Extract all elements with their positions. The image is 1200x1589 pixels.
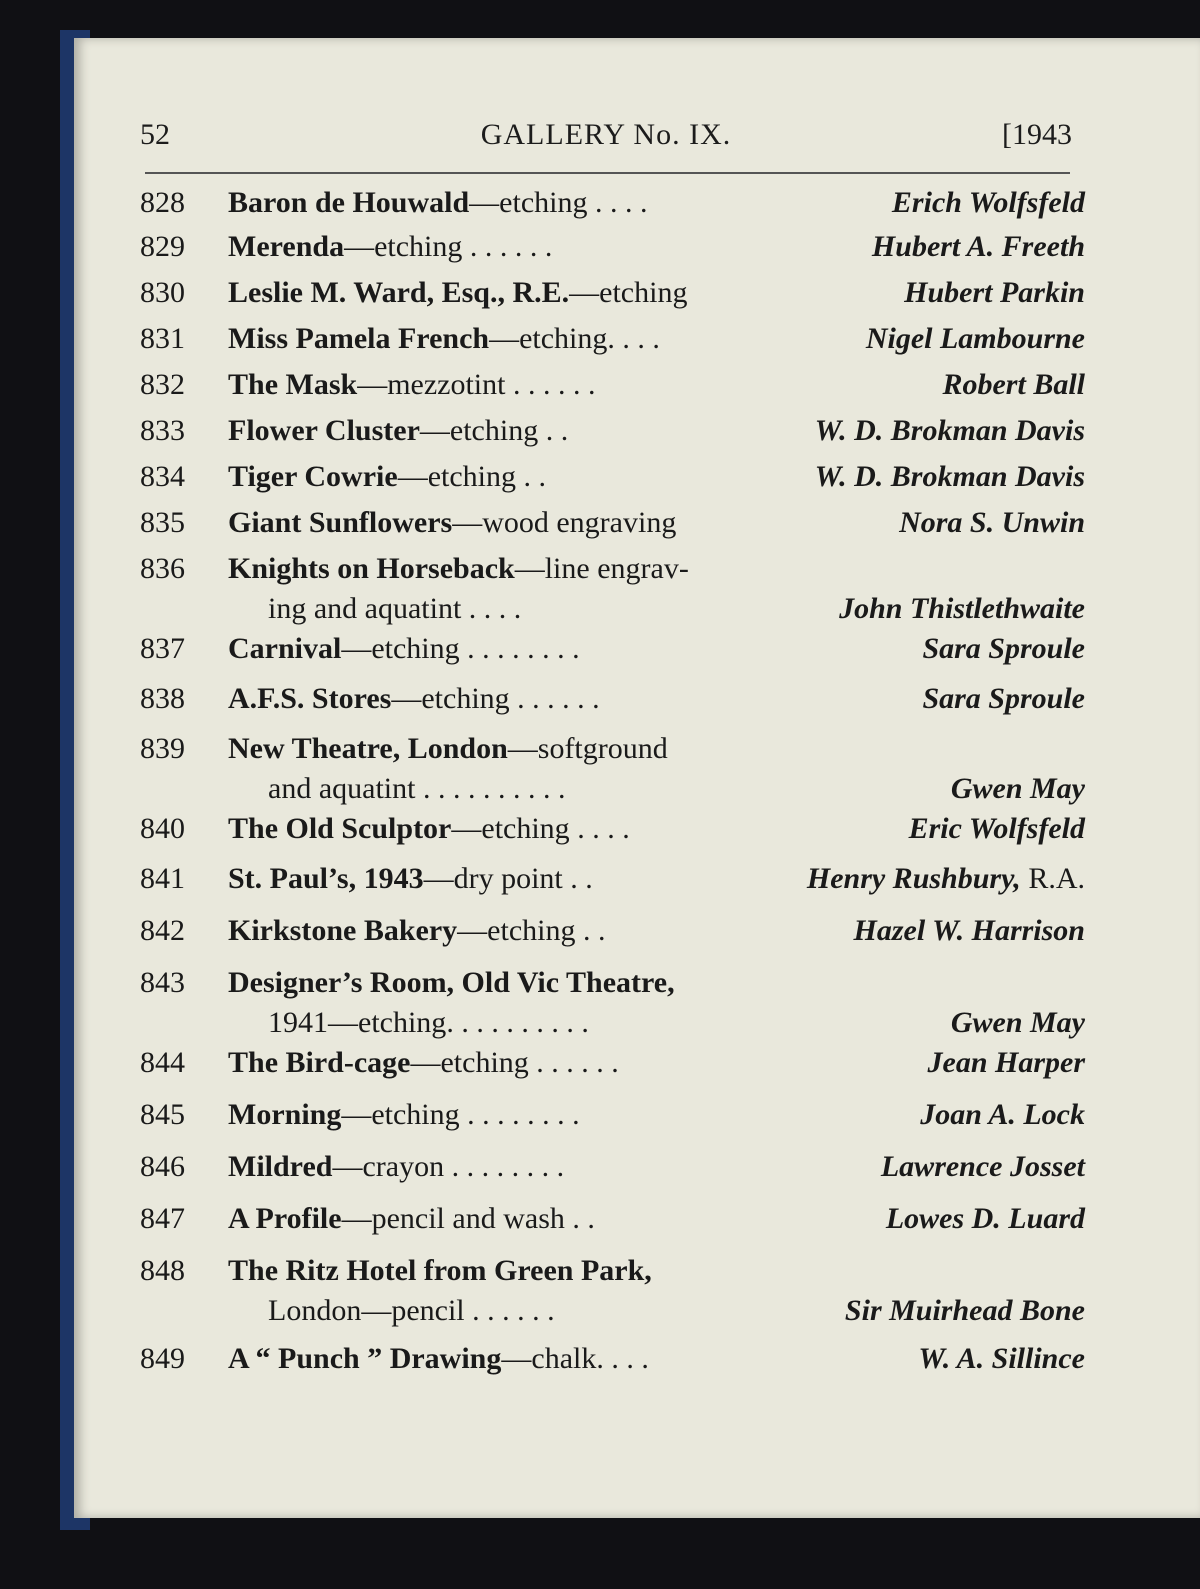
catalogue-entry — [140, 318, 1085, 364]
work-medium: —etching — [344, 230, 463, 263]
artist-text: John Thistlethwaite — [839, 592, 1085, 625]
catalogue-entry — [140, 728, 1085, 808]
artist-name — [881, 1150, 1085, 1184]
catalogue-number: 844 — [140, 1046, 185, 1079]
continuation-text: London—pencil — [268, 1294, 465, 1327]
artist-name — [854, 914, 1085, 948]
work-medium: —etching — [419, 414, 539, 447]
leader-dots: . . . . . . — [528, 1046, 619, 1079]
catalogue-entry — [140, 364, 1085, 410]
artist-text: Sara Sproule — [922, 632, 1085, 665]
catalogue-entry — [140, 910, 1085, 962]
artist-name — [866, 322, 1085, 356]
leader-dots: . . . . — [607, 322, 660, 355]
work-title: A.F.S. Stores — [228, 682, 392, 715]
work-title: Kirkstone Bakery — [228, 914, 458, 947]
catalogue-entry — [140, 1146, 1085, 1198]
catalogue-number: 828 — [140, 186, 185, 219]
catalogue-entry — [140, 226, 1085, 272]
work-title: Mildred — [228, 1150, 333, 1183]
catalogue-entry — [140, 502, 1085, 548]
entry-continuation — [268, 1006, 589, 1040]
artist-text: W. D. Brokman Davis — [814, 414, 1085, 447]
catalogue-entry — [140, 628, 1085, 678]
catalogue-entries — [140, 182, 1085, 1388]
artist-text: Hubert Parkin — [904, 276, 1085, 309]
artist-text: Jean Harper — [927, 1046, 1085, 1079]
catalogue-number: 834 — [140, 460, 185, 493]
entry-description — [228, 966, 675, 1000]
entry-description — [228, 230, 552, 264]
catalogue-entry — [140, 410, 1085, 456]
artist-name — [918, 1342, 1085, 1376]
work-medium: —crayon — [332, 1150, 445, 1183]
catalogue-number: 847 — [140, 1202, 185, 1235]
catalogue-number: 829 — [140, 230, 185, 263]
leader-dots: . . — [564, 1202, 595, 1235]
leader-dots: . . . . — [461, 592, 522, 625]
work-medium: —etching — [410, 1046, 529, 1079]
leader-dots: . . . . . . — [505, 368, 596, 401]
work-title: Morning — [228, 1098, 342, 1131]
work-title: Carnival — [228, 632, 342, 665]
artist-text: Hubert A. Freeth — [871, 230, 1085, 263]
catalogue-number: 830 — [140, 276, 185, 309]
catalogue-number: 836 — [140, 552, 185, 585]
work-medium: —dry point — [423, 862, 563, 895]
catalogue-entry — [140, 1250, 1085, 1338]
entry-description — [228, 632, 580, 666]
catalogue-entry — [140, 548, 1085, 628]
artist-name — [904, 276, 1085, 310]
work-medium: —softground — [507, 732, 668, 765]
leader-dots: . . . . . . . . . . — [415, 772, 566, 805]
artist-name — [922, 682, 1085, 716]
entry-description — [228, 276, 687, 310]
work-medium: —mezzotint — [357, 368, 506, 401]
catalogue-entry — [140, 962, 1085, 1042]
artist-text: Gwen May — [950, 1006, 1085, 1039]
catalogue-entry — [140, 1042, 1085, 1094]
leader-dots: . . . . . . — [464, 1294, 555, 1327]
work-title: Giant Sunflowers — [228, 506, 453, 539]
catalogue-year: [1943 — [1002, 118, 1072, 151]
leader-dots: . . . . . . . . . . — [446, 1006, 589, 1039]
artist-name — [839, 592, 1085, 626]
leader-dots: . . . . . . . . — [459, 1098, 580, 1131]
page-number: 52 — [140, 118, 170, 151]
entry-description — [228, 1098, 580, 1132]
artist-name — [892, 186, 1085, 220]
leader-dots: . . . . . . . . — [459, 632, 580, 665]
work-medium: —wood engraving — [452, 506, 677, 539]
artist-name — [899, 506, 1085, 540]
leader-dots: . . . . — [569, 812, 630, 845]
catalogue-number: 833 — [140, 414, 185, 447]
entry-description — [228, 552, 689, 586]
leader-dots: . . — [562, 862, 593, 895]
work-title: Baron de Houwald — [228, 186, 470, 219]
entry-description — [228, 506, 676, 540]
entry-description — [228, 682, 600, 716]
entry-description — [228, 1342, 649, 1376]
leader-dots: . . — [538, 414, 569, 447]
entry-description — [228, 914, 605, 948]
work-title: Tiger Cowrie — [228, 460, 398, 493]
work-medium: —etching — [341, 1098, 460, 1131]
work-title: Knights on Horseback — [228, 552, 515, 585]
catalogue-number: 842 — [140, 914, 185, 947]
entry-continuation — [268, 772, 565, 806]
work-title: Merenda — [228, 230, 345, 263]
work-title: Designer’s Room, Old Vic Theatre, — [228, 966, 675, 999]
catalogue-number: 845 — [140, 1098, 185, 1131]
entry-description — [228, 186, 647, 220]
catalogue-entry — [140, 456, 1085, 502]
work-title: The Bird-cage — [228, 1046, 411, 1079]
artist-name — [807, 862, 1085, 896]
continuation-text: 1941—etching — [268, 1006, 447, 1039]
artist-name — [951, 772, 1085, 806]
work-title: The Old Sculptor — [228, 812, 452, 845]
leader-dots: . . . . — [587, 186, 648, 219]
catalogue-number: 840 — [140, 812, 185, 845]
leader-dots: . . — [575, 914, 606, 947]
work-medium: —etching — [469, 186, 588, 219]
leader-dots: . . . . . . — [509, 682, 600, 715]
work-title: A Profile — [228, 1202, 342, 1235]
artist-name — [920, 1098, 1085, 1132]
catalogue-entry — [140, 1338, 1085, 1388]
catalogue-entry — [140, 272, 1085, 318]
artist-name — [872, 230, 1085, 264]
work-medium: —line engrav- — [514, 552, 689, 585]
artist-text: Erich Wolfsfeld — [891, 186, 1085, 219]
work-medium: —pencil and wash — [341, 1202, 565, 1235]
work-medium: —chalk — [501, 1342, 597, 1375]
artist-name — [909, 812, 1085, 846]
artist-text: W. D. Brokman Davis — [814, 460, 1085, 493]
catalogue-entry — [140, 1198, 1085, 1250]
artist-name — [815, 460, 1085, 494]
catalogue-number: 838 — [140, 682, 185, 715]
artist-text: Lawrence Josset — [880, 1150, 1085, 1183]
artist-honours: R.A. — [1020, 862, 1085, 895]
artist-text: Sara Sproule — [922, 682, 1085, 715]
catalogue-entry — [140, 678, 1085, 728]
gallery-title: GALLERY No. IX. — [480, 118, 732, 151]
entry-description — [228, 414, 568, 448]
continuation-text: and aquatint — [268, 772, 416, 805]
artist-name — [922, 632, 1085, 666]
work-title: New Theatre, London — [228, 732, 508, 765]
artist-text: Hazel W. Harrison — [853, 914, 1085, 947]
header-rule — [145, 172, 1070, 174]
entry-description — [228, 368, 595, 402]
work-medium: —etching — [397, 460, 516, 493]
artist-text: Lowes D. Luard — [885, 1202, 1085, 1235]
catalogue-entry — [140, 808, 1085, 858]
leader-dots: . . . . . . — [462, 230, 553, 263]
catalogue-entry — [140, 182, 1085, 226]
artist-text: Nora S. Unwin — [899, 506, 1085, 539]
work-medium: —etching — [457, 914, 576, 947]
catalogue-number: 839 — [140, 732, 185, 765]
work-title: St. Paul’s, 1943 — [228, 862, 424, 895]
artist-text: Joan A. Lock — [920, 1098, 1085, 1131]
artist-text: Nigel Lambourne — [865, 322, 1085, 355]
artist-text: Gwen May — [950, 772, 1085, 805]
artist-name — [928, 1046, 1086, 1080]
entry-description — [228, 1046, 619, 1080]
artist-name — [942, 368, 1085, 402]
entry-continuation — [268, 1294, 555, 1328]
page-header — [140, 118, 1072, 162]
work-title: Flower Cluster — [228, 414, 420, 447]
entry-description — [228, 862, 593, 896]
artist-name — [845, 1294, 1085, 1328]
catalogue-number: 848 — [140, 1254, 185, 1287]
work-medium: —etching — [569, 276, 688, 309]
work-medium: —etching — [451, 812, 570, 845]
work-title: The Mask — [228, 368, 358, 401]
continuation-text: ing and aquatint — [268, 592, 462, 625]
entry-description — [228, 732, 668, 766]
artist-name — [886, 1202, 1085, 1236]
catalogue-entry — [140, 858, 1085, 910]
catalogue-number: 835 — [140, 506, 185, 539]
work-title: Leslie M. Ward, Esq., R.E. — [228, 276, 570, 309]
work-medium: —etching — [391, 682, 510, 715]
entry-description — [228, 322, 660, 356]
entry-description — [228, 1202, 595, 1236]
entry-description — [228, 1150, 564, 1184]
leader-dots: . . — [516, 460, 546, 493]
catalogue-entry — [140, 1094, 1085, 1146]
catalogue-number: 832 — [140, 368, 185, 401]
artist-text: Sir Muirhead Bone — [844, 1294, 1085, 1327]
artist-text: Henry Rushbury, — [806, 862, 1021, 895]
work-title: A “ Punch ” Drawing — [228, 1342, 502, 1375]
catalogue-number: 843 — [140, 966, 185, 999]
artist-name — [815, 414, 1085, 448]
leader-dots: . . . . . . . . — [444, 1150, 565, 1183]
entry-description — [228, 460, 546, 494]
catalogue-number: 831 — [140, 322, 185, 355]
entry-continuation — [268, 592, 521, 626]
artist-text: W. A. Sillince — [918, 1342, 1085, 1375]
artist-text: Eric Wolfsfeld — [908, 812, 1085, 845]
work-medium: —etching — [341, 632, 460, 665]
artist-text: Robert Ball — [942, 368, 1085, 401]
artist-name — [951, 1006, 1085, 1040]
entry-description — [228, 812, 630, 846]
work-title: The Ritz Hotel from Green Park, — [228, 1254, 652, 1287]
catalogue-number: 846 — [140, 1150, 185, 1183]
catalogue-number: 841 — [140, 862, 185, 895]
catalogue-number: 849 — [140, 1342, 185, 1375]
entry-description — [228, 1254, 652, 1288]
leader-dots: . . . . — [596, 1342, 649, 1375]
work-medium: —etching — [489, 322, 608, 355]
work-title: Miss Pamela French — [228, 322, 490, 355]
catalogue-number: 837 — [140, 632, 185, 665]
